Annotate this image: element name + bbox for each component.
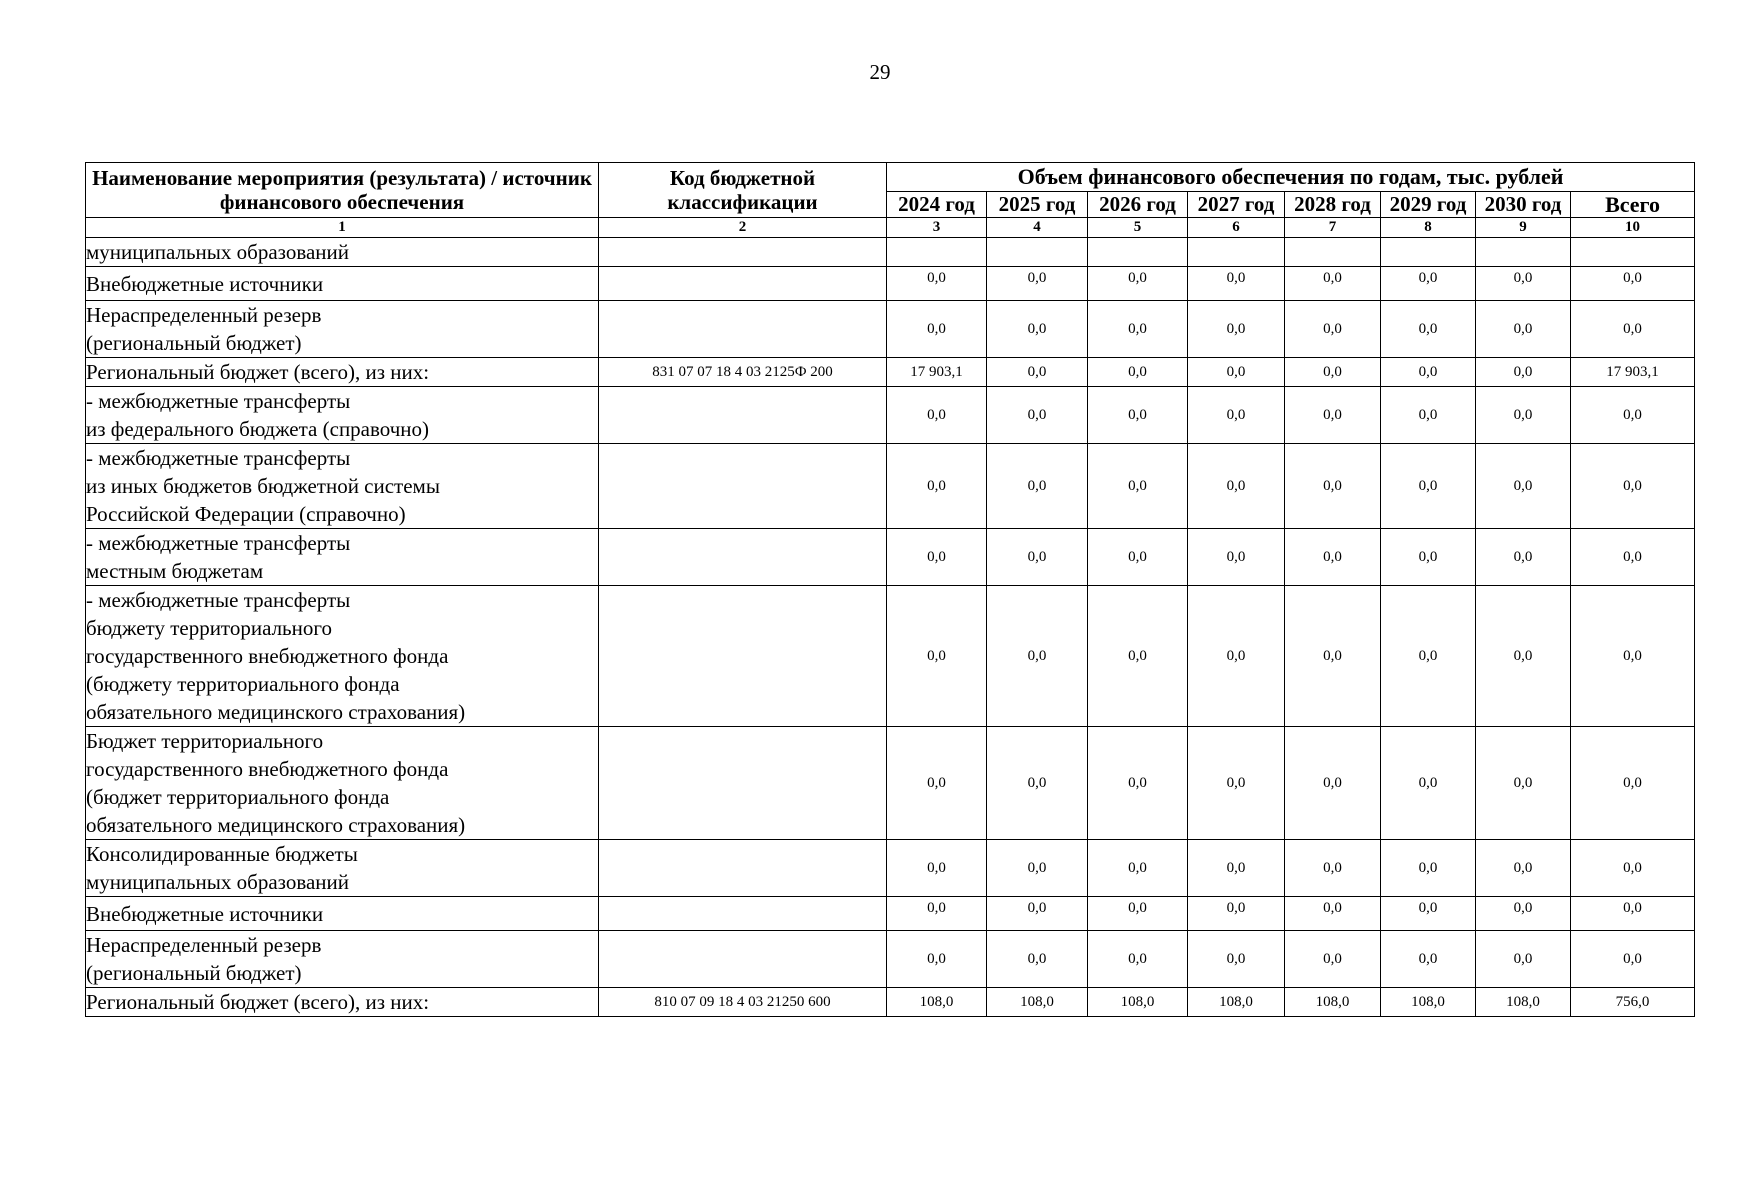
row-total-value: 0,0 bbox=[1571, 301, 1695, 358]
row-total-value: 0,0 bbox=[1571, 586, 1695, 727]
row-year-value: 0,0 bbox=[887, 529, 987, 586]
row-total-value: 0,0 bbox=[1571, 897, 1695, 931]
table-body bbox=[86, 238, 1695, 1017]
row-budget-code bbox=[599, 840, 887, 897]
header-name-column: Наименование мероприятия (результата) / источник финансового обеспечения bbox=[86, 163, 599, 218]
row-year-value: 0,0 bbox=[1381, 444, 1476, 529]
row-year-value: 0,0 bbox=[987, 529, 1088, 586]
row-name: Нераспределенный резерв (региональный бюджет) bbox=[86, 301, 599, 358]
row-name: - межбюджетные трансферты из иных бюджетов бюджетной системы Российской Федерации (справочно) bbox=[86, 444, 599, 529]
column-number: 7 bbox=[1285, 218, 1381, 238]
row-name: Внебюджетные источники bbox=[86, 897, 599, 931]
row-year-value: 0,0 bbox=[987, 444, 1088, 529]
header-year-2024: 2024 год bbox=[887, 192, 987, 218]
row-year-value bbox=[1381, 238, 1476, 267]
column-number: 9 bbox=[1476, 218, 1571, 238]
header-year-2025: 2025 год bbox=[987, 192, 1088, 218]
row-year-value: 108,0 bbox=[887, 988, 987, 1017]
row-year-value: 0,0 bbox=[1188, 387, 1285, 444]
row-year-value: 0,0 bbox=[1381, 267, 1476, 301]
table-row bbox=[86, 387, 1695, 444]
row-year-value: 0,0 bbox=[1285, 727, 1381, 840]
row-year-value: 0,0 bbox=[1188, 444, 1285, 529]
column-number: 4 bbox=[987, 218, 1088, 238]
row-year-value: 108,0 bbox=[1476, 988, 1571, 1017]
row-year-value: 0,0 bbox=[1476, 444, 1571, 529]
row-year-value: 17 903,1 bbox=[887, 358, 987, 387]
row-budget-code bbox=[599, 529, 887, 586]
row-year-value: 0,0 bbox=[1088, 586, 1188, 727]
row-year-value: 0,0 bbox=[1476, 301, 1571, 358]
row-year-value: 0,0 bbox=[1476, 387, 1571, 444]
row-year-value: 0,0 bbox=[987, 931, 1088, 988]
row-year-value: 0,0 bbox=[1088, 897, 1188, 931]
table-row bbox=[86, 988, 1695, 1017]
row-year-value: 0,0 bbox=[987, 358, 1088, 387]
row-total-value: 0,0 bbox=[1571, 931, 1695, 988]
row-year-value: 0,0 bbox=[887, 586, 987, 727]
row-year-value: 0,0 bbox=[1476, 358, 1571, 387]
table-row bbox=[86, 444, 1695, 529]
row-year-value: 108,0 bbox=[1088, 988, 1188, 1017]
header-year-2026: 2026 год bbox=[1088, 192, 1188, 218]
row-year-value bbox=[987, 238, 1088, 267]
row-budget-code bbox=[599, 387, 887, 444]
row-name: Региональный бюджет (всего), из них: bbox=[86, 988, 599, 1017]
row-year-value: 0,0 bbox=[1188, 727, 1285, 840]
row-year-value: 0,0 bbox=[887, 267, 987, 301]
table-row bbox=[86, 586, 1695, 727]
row-name: - межбюджетные трансферты местным бюджетам bbox=[86, 529, 599, 586]
row-budget-code bbox=[599, 897, 887, 931]
row-total-value: 756,0 bbox=[1571, 988, 1695, 1017]
column-number: 2 bbox=[599, 218, 887, 238]
row-name: Внебюджетные источники bbox=[86, 267, 599, 301]
row-year-value: 0,0 bbox=[1088, 840, 1188, 897]
row-year-value: 0,0 bbox=[1285, 267, 1381, 301]
row-year-value: 0,0 bbox=[1285, 931, 1381, 988]
row-name: муниципальных образований bbox=[86, 238, 599, 267]
column-number: 1 bbox=[86, 218, 599, 238]
row-year-value: 0,0 bbox=[987, 586, 1088, 727]
table-row bbox=[86, 529, 1695, 586]
row-name: Региональный бюджет (всего), из них: bbox=[86, 358, 599, 387]
row-year-value: 0,0 bbox=[1188, 586, 1285, 727]
row-year-value: 0,0 bbox=[1188, 897, 1285, 931]
row-total-value bbox=[1571, 238, 1695, 267]
row-year-value: 0,0 bbox=[1476, 586, 1571, 727]
table-row bbox=[86, 727, 1695, 840]
row-year-value: 0,0 bbox=[1188, 301, 1285, 358]
row-year-value: 0,0 bbox=[887, 727, 987, 840]
row-year-value bbox=[887, 238, 987, 267]
header-year-2030: 2030 год bbox=[1476, 192, 1571, 218]
row-year-value: 0,0 bbox=[1088, 358, 1188, 387]
table-row bbox=[86, 238, 1695, 267]
row-year-value: 0,0 bbox=[1381, 897, 1476, 931]
column-numbers-row bbox=[86, 218, 1695, 238]
row-year-value: 0,0 bbox=[1381, 586, 1476, 727]
header-financing-group: Объем финансового обеспечения по годам, тыс. рублей bbox=[887, 163, 1695, 192]
row-year-value: 0,0 bbox=[1285, 301, 1381, 358]
row-year-value: 0,0 bbox=[1188, 931, 1285, 988]
row-name: Консолидированные бюджеты муниципальных образований bbox=[86, 840, 599, 897]
table-row bbox=[86, 931, 1695, 988]
row-total-value: 0,0 bbox=[1571, 727, 1695, 840]
row-year-value: 0,0 bbox=[1188, 267, 1285, 301]
row-year-value: 0,0 bbox=[987, 897, 1088, 931]
row-total-value: 0,0 bbox=[1571, 529, 1695, 586]
row-year-value: 108,0 bbox=[1381, 988, 1476, 1017]
row-year-value: 0,0 bbox=[1188, 529, 1285, 586]
table-row bbox=[86, 267, 1695, 301]
row-name: - межбюджетные трансферты бюджету территориального государственного внебюджетного фонда (бюджету территориального фонда обязательного медицинского страхования) bbox=[86, 586, 599, 727]
row-year-value: 0,0 bbox=[987, 267, 1088, 301]
row-year-value: 0,0 bbox=[887, 897, 987, 931]
row-year-value: 0,0 bbox=[1476, 931, 1571, 988]
row-year-value bbox=[1476, 238, 1571, 267]
row-year-value: 0,0 bbox=[1381, 529, 1476, 586]
row-year-value: 0,0 bbox=[1381, 931, 1476, 988]
row-year-value: 0,0 bbox=[1285, 358, 1381, 387]
row-total-value: 17 903,1 bbox=[1571, 358, 1695, 387]
row-year-value bbox=[1285, 238, 1381, 267]
row-year-value: 0,0 bbox=[887, 387, 987, 444]
header-year-2027: 2027 год bbox=[1188, 192, 1285, 218]
table-row bbox=[86, 358, 1695, 387]
row-year-value: 108,0 bbox=[987, 988, 1088, 1017]
row-year-value: 0,0 bbox=[1476, 267, 1571, 301]
row-budget-code bbox=[599, 931, 887, 988]
row-year-value: 0,0 bbox=[987, 387, 1088, 444]
row-budget-code bbox=[599, 586, 887, 727]
column-number: 3 bbox=[887, 218, 987, 238]
row-budget-code: 831 07 07 18 4 03 2125Ф 200 bbox=[599, 358, 887, 387]
row-year-value: 0,0 bbox=[887, 301, 987, 358]
row-year-value: 0,0 bbox=[987, 727, 1088, 840]
row-year-value: 0,0 bbox=[987, 301, 1088, 358]
header-year-2029: 2029 год bbox=[1381, 192, 1476, 218]
row-year-value: 0,0 bbox=[1088, 529, 1188, 586]
row-budget-code bbox=[599, 301, 887, 358]
row-name: - межбюджетные трансферты из федерального бюджета (справочно) bbox=[86, 387, 599, 444]
row-year-value: 0,0 bbox=[1088, 931, 1188, 988]
row-year-value: 0,0 bbox=[1188, 840, 1285, 897]
row-year-value: 0,0 bbox=[1381, 358, 1476, 387]
row-budget-code bbox=[599, 727, 887, 840]
row-year-value: 0,0 bbox=[1188, 358, 1285, 387]
column-number: 5 bbox=[1088, 218, 1188, 238]
row-year-value: 0,0 bbox=[1285, 840, 1381, 897]
row-year-value: 0,0 bbox=[887, 444, 987, 529]
row-year-value: 0,0 bbox=[1381, 301, 1476, 358]
row-year-value: 0,0 bbox=[1381, 387, 1476, 444]
column-number: 8 bbox=[1381, 218, 1476, 238]
row-year-value: 0,0 bbox=[1088, 267, 1188, 301]
row-year-value: 0,0 bbox=[1476, 897, 1571, 931]
row-year-value: 0,0 bbox=[1285, 529, 1381, 586]
row-year-value: 0,0 bbox=[887, 840, 987, 897]
row-year-value: 0,0 bbox=[1285, 897, 1381, 931]
row-year-value: 0,0 bbox=[1285, 387, 1381, 444]
row-year-value: 0,0 bbox=[1381, 727, 1476, 840]
column-number: 10 bbox=[1571, 218, 1695, 238]
row-total-value: 0,0 bbox=[1571, 387, 1695, 444]
row-name: Нераспределенный резерв (региональный бюджет) bbox=[86, 931, 599, 988]
header-code-column: Код бюджетной классификации bbox=[599, 163, 887, 218]
row-budget-code bbox=[599, 444, 887, 529]
table-row bbox=[86, 840, 1695, 897]
row-year-value: 0,0 bbox=[1476, 840, 1571, 897]
row-year-value: 108,0 bbox=[1285, 988, 1381, 1017]
row-year-value: 0,0 bbox=[1285, 444, 1381, 529]
column-number: 6 bbox=[1188, 218, 1285, 238]
row-year-value: 108,0 bbox=[1188, 988, 1285, 1017]
header-year-2028: 2028 год bbox=[1285, 192, 1381, 218]
header-total: Всего bbox=[1571, 192, 1695, 218]
page-number: 29 bbox=[869, 60, 891, 84]
row-year-value: 0,0 bbox=[1381, 840, 1476, 897]
financing-table bbox=[85, 162, 1695, 1017]
table-row bbox=[86, 301, 1695, 358]
row-year-value: 0,0 bbox=[1285, 586, 1381, 727]
row-budget-code: 810 07 09 18 4 03 21250 600 bbox=[599, 988, 887, 1017]
table-row bbox=[86, 897, 1695, 931]
row-total-value: 0,0 bbox=[1571, 840, 1695, 897]
row-year-value: 0,0 bbox=[1088, 387, 1188, 444]
row-budget-code bbox=[599, 238, 887, 267]
row-year-value: 0,0 bbox=[1088, 727, 1188, 840]
row-name: Бюджет территориального государственного внебюджетного фонда (бюджет территориального фонда обязательного медицинского страхования) bbox=[86, 727, 599, 840]
row-total-value: 0,0 bbox=[1571, 267, 1695, 301]
row-year-value bbox=[1188, 238, 1285, 267]
row-year-value: 0,0 bbox=[887, 931, 987, 988]
row-year-value: 0,0 bbox=[987, 840, 1088, 897]
row-year-value: 0,0 bbox=[1088, 444, 1188, 529]
row-total-value: 0,0 bbox=[1571, 444, 1695, 529]
row-year-value: 0,0 bbox=[1088, 301, 1188, 358]
row-year-value: 0,0 bbox=[1476, 529, 1571, 586]
row-budget-code bbox=[599, 267, 887, 301]
row-year-value: 0,0 bbox=[1476, 727, 1571, 840]
row-year-value bbox=[1088, 238, 1188, 267]
